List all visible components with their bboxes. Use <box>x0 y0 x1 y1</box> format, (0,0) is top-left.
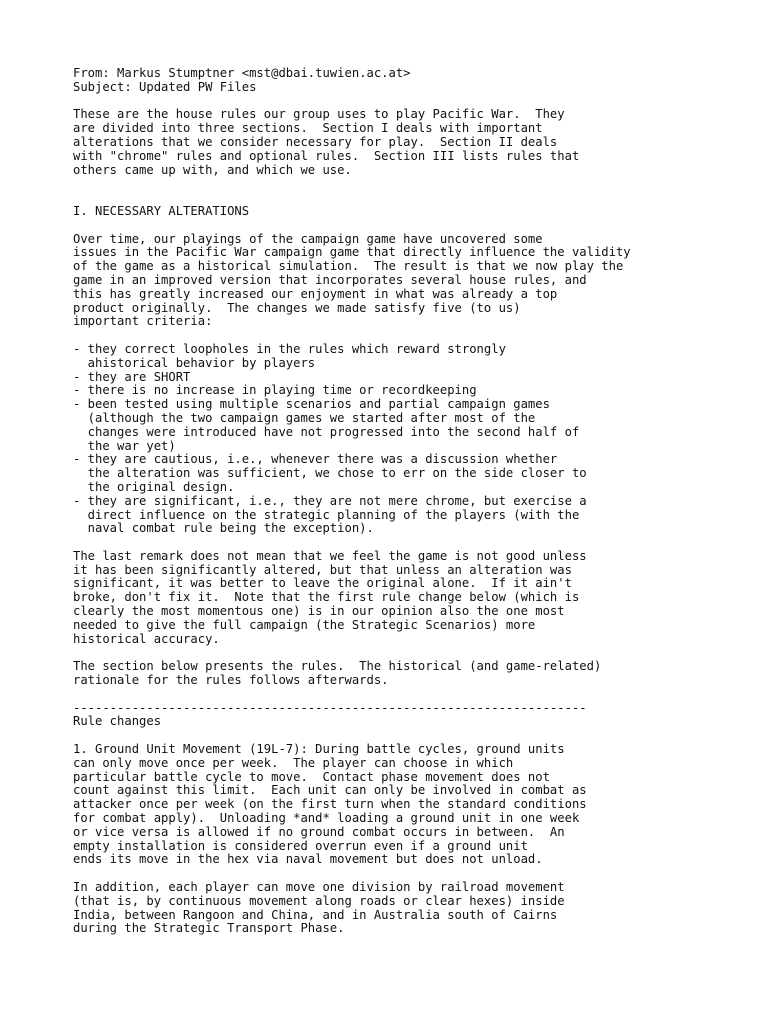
text-line: during the Strategic Transport Phase. <box>73 921 345 936</box>
text-line: These are the house rules our group uses to play Pacific War. They <box>73 107 565 122</box>
text-line: changes were introduced have not progressed into the second half of <box>73 424 580 439</box>
text-line: - they are SHORT <box>73 369 191 384</box>
text-line: of the game as a historical simulation. The result is that we now play the <box>73 259 624 274</box>
text-line: can only move once per week. The player can choose in which <box>73 755 514 770</box>
text-line: clearly the most momentous one) is in our opinion also the one most <box>73 604 565 619</box>
text-line: the original design. <box>73 479 235 494</box>
text-line: particular battle cycle to move. Contact phase movement does not <box>73 769 550 784</box>
blank-line <box>73 219 753 233</box>
blank-line <box>73 688 753 702</box>
text-line: - they are significant, i.e., they are not mere chrome, but exercise a <box>73 493 587 508</box>
text-line: the alteration was sufficient, we chose to err on the side closer to <box>73 466 587 481</box>
text-line: rationale for the rules follows afterwards. <box>73 673 389 688</box>
text-line: 1. Ground Unit Movement (19L-7): During battle cycles, ground units <box>73 742 565 757</box>
blank-line <box>73 729 753 743</box>
text-line: or vice versa is allowed if no ground combat occurs in between. An <box>73 824 565 839</box>
blank-line <box>73 867 753 881</box>
text-line: - there is no increase in playing time or recordkeeping <box>73 383 477 398</box>
text-line: historical accuracy. <box>73 631 220 646</box>
text-line: Subject: Updated PW Files <box>73 79 257 94</box>
text-line: for combat apply). Unloading *and* loading a ground unit in one week <box>73 811 580 826</box>
text-line: - they are cautious, i.e., whenever there was a discussion whether <box>73 452 558 467</box>
blank-line <box>73 191 753 205</box>
text-line: India, between Rangoon and China, and in Australia south of Cairns <box>73 907 558 922</box>
text-line: ends its move in the hex via naval movement but does not unload. <box>73 852 543 867</box>
text-line: direct influence on the strategic planning of the players (with the <box>73 507 580 522</box>
text-line: important criteria: <box>73 314 213 329</box>
blank-line <box>73 329 753 343</box>
text-line: needed to give the full campaign (the Strategic Scenarios) more <box>73 617 536 632</box>
text-line: it has been significantly altered, but that unless an alteration was <box>73 562 572 577</box>
text-line: From: Markus Stumptner <mst@dbai.tuwien.ac.at> <box>73 66 411 80</box>
text-line: ahistorical behavior by players <box>73 355 316 370</box>
text-line: attacker once per week (on the first turn when the standard conditions <box>73 797 587 812</box>
document-page <box>73 67 753 936</box>
text-line: game in an improved version that incorporates several house rules, and <box>73 272 587 287</box>
text-line: In addition, each player can move one division by railroad movement <box>73 880 565 895</box>
text-line: naval combat rule being the exception). <box>73 521 374 536</box>
blank-line <box>73 177 753 191</box>
text-line: others came up with, and which we use. <box>73 162 352 177</box>
text-line: product originally. The changes we made satisfy five (to us) <box>73 300 521 315</box>
text-line: - been tested using multiple scenarios and partial campaign games <box>73 397 550 412</box>
text-line: with "chrome" rules and optional rules. Section III lists rules that <box>73 148 580 163</box>
blank-line <box>73 95 753 109</box>
blank-line <box>73 536 753 550</box>
text-line: count against this limit. Each unit can only be involved in combat as <box>73 783 587 798</box>
text-line: The section below presents the rules. The historical (and game-related) <box>73 659 602 674</box>
text-line: this has greatly increased our enjoyment in what was already a top <box>73 286 558 301</box>
text-line: are divided into three sections. Section I deals with important <box>73 121 543 136</box>
text-line: significant, it was better to leave the original alone. If it ain't <box>73 576 572 591</box>
text-line: empty installation is considered overrun even if a ground unit <box>73 838 528 853</box>
blank-line <box>73 646 753 660</box>
text-line: ---------------------------------------------------------------------- <box>73 700 587 715</box>
text-line: the war yet) <box>73 438 176 453</box>
text-line: Rule changes <box>73 714 162 729</box>
text-line: - they correct loopholes in the rules which reward strongly <box>73 341 506 356</box>
text-line: Over time, our playings of the campaign game have uncovered some <box>73 231 543 246</box>
text-line: (that is, by continuous movement along roads or clear hexes) inside <box>73 893 565 908</box>
text-line: broke, don't fix it. Note that the first rule change below (which is <box>73 590 580 605</box>
text-line: issues in the Pacific War campaign game that directly influence the validity <box>73 245 631 260</box>
text-line: The last remark does not mean that we feel the game is not good unless <box>73 548 587 563</box>
text-line: I. NECESSARY ALTERATIONS <box>73 203 250 218</box>
text-line: alterations that we consider necessary for play. Section II deals <box>73 134 558 149</box>
text-line: (although the two campaign games we started after most of the <box>73 410 536 425</box>
